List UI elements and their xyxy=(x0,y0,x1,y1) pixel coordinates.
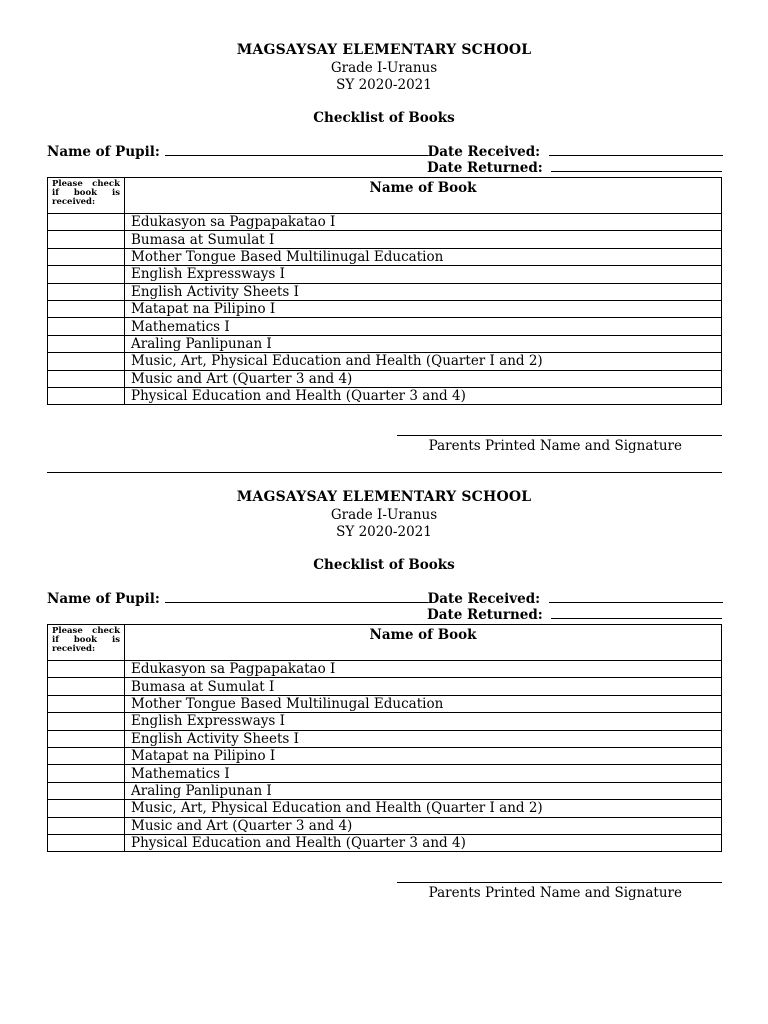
table-row xyxy=(48,214,722,231)
table-row xyxy=(48,266,722,283)
table-row xyxy=(48,318,722,335)
table-row xyxy=(48,661,722,678)
check-cell[interactable] xyxy=(48,335,125,352)
book-name: English Activity Sheets I xyxy=(125,283,722,300)
school-year: SY 2020-2021 xyxy=(336,524,432,540)
book-name: Mother Tongue Based Multilinugal Education xyxy=(125,695,722,712)
name-of-pupil-line[interactable] xyxy=(165,591,428,603)
table-row xyxy=(48,817,722,834)
book-name: Bumasa at Sumulat I xyxy=(125,231,722,248)
book-name: Music and Art (Quarter 3 and 4) xyxy=(125,370,722,387)
check-cell[interactable] xyxy=(48,834,125,851)
school-name: MAGSAYSAY ELEMENTARY SCHOOL xyxy=(236,489,532,505)
book-name: Mathematics I xyxy=(125,318,722,335)
book-name: Araling Panlipunan I xyxy=(125,782,722,799)
table-row xyxy=(48,713,722,730)
date-returned-label: Date Returned: xyxy=(427,160,543,176)
checklist-title: Checklist of Books xyxy=(313,557,455,573)
date-received-line[interactable] xyxy=(549,591,723,603)
check-cell[interactable] xyxy=(48,370,125,387)
table-row xyxy=(48,283,722,300)
checklist-section-2 xyxy=(0,447,768,901)
date-returned-label: Date Returned: xyxy=(427,607,543,623)
check-cell[interactable] xyxy=(48,730,125,747)
table-row xyxy=(48,370,722,387)
book-name: Music, Art, Physical Education and Health (Quarter I and 2) xyxy=(125,800,722,817)
school-year: SY 2020-2021 xyxy=(336,77,432,93)
check-cell[interactable] xyxy=(48,318,125,335)
book-name: English Activity Sheets I xyxy=(125,730,722,747)
book-name: Music and Art (Quarter 3 and 4) xyxy=(125,817,722,834)
date-received-label: Date Received: xyxy=(427,144,541,160)
name-of-pupil-label: Name of Pupil: xyxy=(47,144,160,160)
book-name: Mother Tongue Based Multilinugal Education xyxy=(125,248,722,265)
check-cell[interactable] xyxy=(48,661,125,678)
check-cell[interactable] xyxy=(48,231,125,248)
table-row xyxy=(48,765,722,782)
check-cell[interactable] xyxy=(48,695,125,712)
book-name: English Expressways I xyxy=(125,713,722,730)
table-header-row xyxy=(48,625,722,661)
check-cell[interactable] xyxy=(48,266,125,283)
check-column-header: Please check if book is received: xyxy=(48,625,125,661)
book-name: Araling Panlipunan I xyxy=(125,335,722,352)
book-name: Edukasyon sa Pagpapakatao I xyxy=(125,661,722,678)
book-name: Physical Education and Health (Quarter 3 and 4) xyxy=(125,834,722,851)
table-row xyxy=(48,353,722,370)
table-row xyxy=(48,730,722,747)
check-cell[interactable] xyxy=(48,300,125,317)
check-cell[interactable] xyxy=(48,765,125,782)
check-cell[interactable] xyxy=(48,800,125,817)
book-name: Physical Education and Health (Quarter 3 and 4) xyxy=(125,387,722,404)
table-row xyxy=(48,300,722,317)
signature-label: Parents Printed Name and Signature xyxy=(428,438,682,454)
pupil-date-row xyxy=(47,591,723,607)
date-received-label: Date Received: xyxy=(427,591,541,607)
table-row xyxy=(48,695,722,712)
date-returned-line[interactable] xyxy=(551,607,722,619)
table-row xyxy=(48,782,722,799)
check-cell[interactable] xyxy=(48,283,125,300)
grade-section: Grade I-Uranus xyxy=(330,60,438,76)
checklist-section-1 xyxy=(0,0,768,454)
table-row xyxy=(48,231,722,248)
table-row xyxy=(48,335,722,352)
pupil-date-row xyxy=(47,144,723,160)
grade-section: Grade I-Uranus xyxy=(330,507,438,523)
table-row xyxy=(48,800,722,817)
table-row xyxy=(48,678,722,695)
check-cell[interactable] xyxy=(48,747,125,764)
table-row xyxy=(48,248,722,265)
school-name: MAGSAYSAY ELEMENTARY SCHOOL xyxy=(236,42,532,58)
signature-line[interactable] xyxy=(397,882,722,883)
table-row xyxy=(48,387,722,404)
book-name: English Expressways I xyxy=(125,266,722,283)
signature-line[interactable] xyxy=(397,435,722,436)
book-column-header: Name of Book xyxy=(125,625,722,661)
book-name: Mathematics I xyxy=(125,765,722,782)
name-of-pupil-label: Name of Pupil: xyxy=(47,591,160,607)
check-cell[interactable] xyxy=(48,817,125,834)
name-of-pupil-line[interactable] xyxy=(165,144,428,156)
books-table xyxy=(47,624,722,852)
check-cell[interactable] xyxy=(48,713,125,730)
check-cell[interactable] xyxy=(48,782,125,799)
date-returned-row xyxy=(427,607,722,623)
check-column-header: Please check if book is received: xyxy=(48,178,125,214)
table-row xyxy=(48,834,722,851)
check-cell[interactable] xyxy=(48,678,125,695)
table-header-row xyxy=(48,178,722,214)
book-name: Bumasa at Sumulat I xyxy=(125,678,722,695)
book-name: Matapat na Pilipino I xyxy=(125,300,722,317)
book-name: Edukasyon sa Pagpapakatao I xyxy=(125,214,722,231)
check-cell[interactable] xyxy=(48,353,125,370)
date-returned-row xyxy=(427,160,722,176)
book-column-header: Name of Book xyxy=(125,178,722,214)
check-cell[interactable] xyxy=(48,214,125,231)
checklist-title: Checklist of Books xyxy=(313,110,455,126)
books-table xyxy=(47,177,722,405)
table-row xyxy=(48,747,722,764)
book-name: Music, Art, Physical Education and Health (Quarter I and 2) xyxy=(125,353,722,370)
date-received-line[interactable] xyxy=(549,144,723,156)
check-cell[interactable] xyxy=(48,387,125,404)
signature-label: Parents Printed Name and Signature xyxy=(428,885,682,901)
check-cell[interactable] xyxy=(48,248,125,265)
date-returned-line[interactable] xyxy=(551,160,722,172)
book-name: Matapat na Pilipino I xyxy=(125,747,722,764)
